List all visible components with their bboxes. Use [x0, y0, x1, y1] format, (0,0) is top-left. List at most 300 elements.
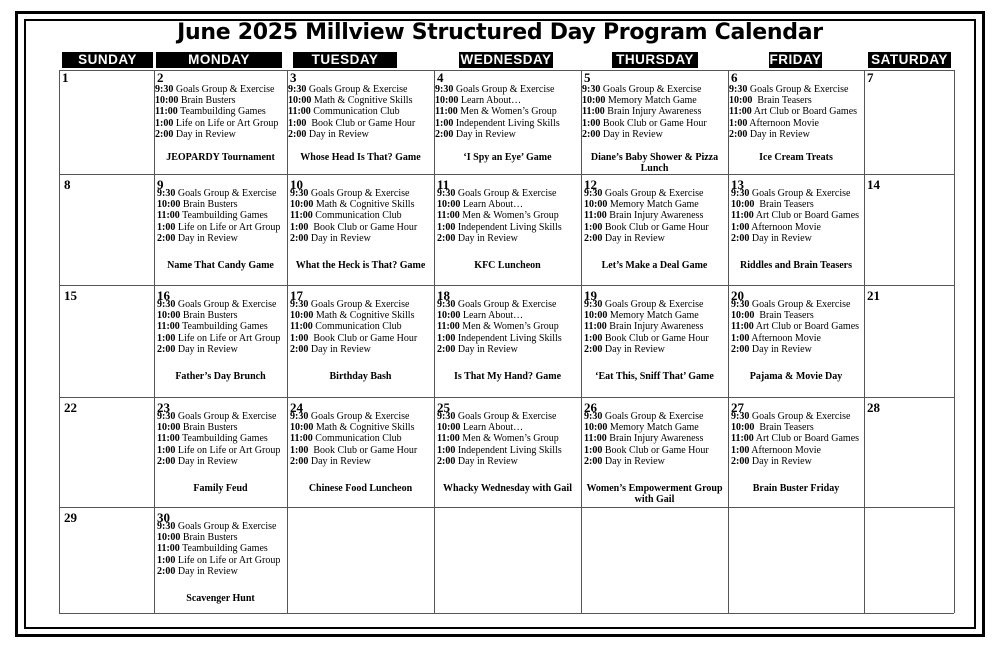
schedule-time: 9:30: [157, 188, 176, 199]
schedule-activity: Art Club or Board Games: [751, 106, 858, 118]
schedule-time: 1:00: [584, 332, 603, 344]
schedule-activity: Brain Teasers: [754, 422, 814, 434]
schedule-activity: Men & Women’s Group: [459, 433, 559, 445]
schedule-time: 9:30: [731, 188, 750, 199]
schedule-activity: Afternoon Movie: [749, 221, 821, 233]
schedule-time: 1:00: [157, 221, 176, 233]
schedule-line: [290, 445, 417, 456]
day-number: 20: [731, 288, 744, 303]
schedule-time: 1:00: [157, 444, 176, 456]
schedule-activity: Life on Life or Art Group: [173, 117, 279, 129]
schedule-line: [157, 210, 280, 221]
schedule-activity: Day in Review: [749, 455, 812, 467]
schedule-line: [731, 321, 859, 332]
schedule-activity: Learn About…: [460, 199, 524, 211]
schedule-time: 2:00: [290, 343, 309, 355]
grid-column-line: [954, 70, 955, 613]
schedule-time: 10:00: [584, 310, 608, 322]
schedule-activity: Day in Review: [749, 343, 812, 355]
schedule-time: 1:00: [155, 117, 174, 129]
schedule-activity: Afternoon Movie: [749, 332, 821, 344]
schedule-line: [290, 310, 417, 321]
schedule-line: [290, 210, 417, 221]
schedule-time: 10:00: [731, 199, 755, 211]
schedule-activity: Life on Life or Art Group: [175, 444, 281, 456]
schedule-activity: Brain Teasers: [752, 95, 812, 107]
schedule-line: [731, 299, 859, 310]
day-number: 1: [62, 70, 69, 85]
schedule-line: [731, 344, 859, 355]
schedule-activity: Brain Busters: [178, 95, 236, 107]
schedule-activity: Communication Club: [310, 106, 400, 118]
schedule-time: 9:30: [290, 299, 309, 310]
schedule-time: 9:30: [157, 299, 176, 310]
schedule-line: [288, 84, 415, 95]
special-event: Birthday Bash: [329, 371, 392, 382]
weekday-header-thursday: THURSDAY: [612, 52, 698, 68]
schedule-activity: Afternoon Movie: [747, 117, 819, 129]
schedule-activity: Goals Group & Exercise: [749, 411, 851, 422]
schedule-time: 10:00: [435, 95, 459, 107]
schedule-time: 2:00: [437, 343, 456, 355]
day-number: 9: [157, 177, 164, 192]
schedule-line: [584, 445, 709, 456]
schedule-line: [157, 543, 280, 554]
calendar-title: June 2025 Millview Structured Day Program Calendar: [177, 20, 823, 45]
schedule-time: 9:30: [157, 411, 176, 422]
weekday-header-friday: FRIDAY: [769, 52, 822, 67]
schedule-line: [435, 118, 560, 129]
schedule-line: [584, 299, 709, 310]
day-schedule: [731, 299, 859, 355]
grid-row-line: [59, 174, 954, 175]
grid-column-line: [154, 70, 155, 613]
schedule-line: [157, 233, 280, 244]
schedule-line: [584, 233, 709, 244]
schedule-activity: Teambuilding Games: [179, 321, 268, 333]
schedule-line: [729, 84, 857, 95]
schedule-line: [290, 299, 417, 310]
schedule-activity: Goals Group & Exercise: [453, 84, 555, 95]
day-number: 24: [290, 400, 303, 415]
schedule-time: 11:00: [731, 433, 754, 445]
schedule-time: 2:00: [731, 455, 750, 467]
schedule-activity: Day in Review: [175, 565, 238, 577]
schedule-activity: Brain Injury Awareness: [606, 210, 704, 222]
schedule-time: 1:00: [731, 332, 750, 344]
schedule-time: 1:00: [584, 221, 603, 233]
schedule-time: 2:00: [582, 128, 601, 140]
schedule-activity: Goals Group & Exercise: [308, 188, 410, 199]
weekday-header-monday: MONDAY: [156, 52, 282, 68]
schedule-time: 10:00: [290, 199, 314, 211]
schedule-activity: Day in Review: [308, 343, 371, 355]
schedule-time: 9:30: [584, 299, 603, 310]
schedule-activity: Brain Teasers: [754, 310, 814, 322]
schedule-line: [584, 411, 709, 422]
calendar-grid: [59, 70, 954, 613]
schedule-time: 1:00: [437, 221, 456, 233]
schedule-activity: Goals Group & Exercise: [747, 84, 849, 95]
special-event: Scavenger Hunt: [186, 593, 255, 604]
schedule-time: 11:00: [437, 433, 460, 445]
schedule-line: [437, 433, 562, 444]
schedule-time: 9:30: [731, 299, 750, 310]
schedule-activity: Art Club or Board Games: [753, 433, 860, 445]
schedule-line: [731, 310, 859, 321]
schedule-line: [584, 333, 709, 344]
schedule-line: [437, 210, 562, 221]
schedule-line: [582, 95, 707, 106]
schedule-activity: Teambuilding Games: [179, 433, 268, 445]
schedule-activity: Goals Group & Exercise: [306, 84, 408, 95]
special-event: Is That My Hand? Game: [453, 371, 562, 382]
schedule-line: [584, 456, 709, 467]
day-schedule: [157, 521, 280, 577]
schedule-line: [437, 188, 562, 199]
schedule-time: 9:30: [584, 411, 603, 422]
day-number: 16: [157, 288, 170, 303]
schedule-line: [157, 333, 280, 344]
schedule-line: [435, 84, 560, 95]
schedule-activity: Men & Women’s Group: [459, 210, 559, 222]
day-number: 23: [157, 400, 170, 415]
schedule-line: [437, 411, 562, 422]
day-number: 25: [437, 400, 450, 415]
day-schedule: [731, 188, 859, 244]
weekday-header-wednesday: WEDNESDAY: [460, 52, 552, 67]
schedule-line: [584, 321, 709, 332]
schedule-time: 9:30: [582, 84, 601, 95]
schedule-time: 1:00: [290, 332, 309, 344]
schedule-line: [584, 310, 709, 321]
schedule-line: [288, 106, 415, 117]
schedule-line: [584, 433, 709, 444]
day-number: 14: [867, 177, 880, 192]
schedule-line: [582, 129, 707, 140]
schedule-time: 11:00: [584, 210, 607, 222]
schedule-time: 1:00: [157, 332, 176, 344]
schedule-line: [157, 422, 280, 433]
schedule-activity: Brain Busters: [180, 310, 238, 322]
schedule-time: 11:00: [157, 433, 180, 445]
special-event: Chinese Food Luncheon: [308, 483, 413, 494]
day-number: 17: [290, 288, 303, 303]
schedule-activity: Art Club or Board Games: [753, 210, 860, 222]
schedule-activity: Book Club or Game Hour: [306, 117, 416, 129]
schedule-time: 2:00: [584, 455, 603, 467]
day-schedule: [435, 84, 560, 140]
schedule-activity: Math & Cognitive Skills: [313, 199, 415, 211]
schedule-activity: Learn About…: [458, 95, 522, 107]
schedule-line: [155, 129, 278, 140]
special-event: Whacky Wednesday with Gail: [442, 483, 572, 494]
schedule-line: [157, 199, 280, 210]
schedule-line: [290, 433, 417, 444]
schedule-line: [435, 129, 560, 140]
special-event: ‘Eat This, Sniff That’ Game: [595, 371, 714, 382]
day-number: 22: [64, 400, 77, 415]
schedule-time: 1:00: [731, 444, 750, 456]
schedule-activity: Day in Review: [173, 128, 236, 140]
schedule-activity: Life on Life or Art Group: [175, 221, 281, 233]
special-event: Name That Candy Game: [167, 260, 274, 271]
schedule-time: 2:00: [157, 565, 176, 577]
schedule-time: 10:00: [729, 95, 753, 107]
schedule-time: 11:00: [157, 210, 180, 222]
schedule-time: 2:00: [731, 343, 750, 355]
schedule-time: 9:30: [290, 411, 309, 422]
schedule-time: 1:00: [290, 444, 309, 456]
schedule-line: [288, 95, 415, 106]
special-event: Whose Head Is That? Game: [300, 152, 421, 163]
schedule-line: [731, 433, 859, 444]
schedule-time: 11:00: [290, 210, 313, 222]
special-event: Father’s Day Brunch: [175, 371, 266, 382]
schedule-time: 11:00: [731, 321, 754, 333]
schedule-time: 1:00: [290, 221, 309, 233]
schedule-time: 10:00: [731, 422, 755, 434]
schedule-line: [731, 456, 859, 467]
schedule-activity: Day in Review: [308, 232, 371, 244]
schedule-time: 9:30: [729, 84, 748, 95]
special-event: Pajama & Movie Day: [749, 371, 843, 382]
schedule-time: 10:00: [582, 95, 606, 107]
schedule-time: 11:00: [437, 210, 460, 222]
schedule-time: 9:30: [155, 84, 174, 95]
schedule-time: 2:00: [437, 232, 456, 244]
schedule-line: [584, 222, 709, 233]
schedule-activity: Memory Match Game: [607, 422, 699, 434]
schedule-activity: Learn About…: [460, 310, 524, 322]
schedule-line: [731, 333, 859, 344]
special-event: Ice Cream Treats: [759, 152, 833, 163]
day-schedule: [731, 411, 859, 467]
schedule-line: [290, 333, 417, 344]
schedule-activity: Day in Review: [455, 232, 518, 244]
grid-column-line: [287, 70, 288, 613]
schedule-time: 9:30: [731, 411, 750, 422]
schedule-line: [437, 344, 562, 355]
schedule-line: [157, 411, 280, 422]
schedule-time: 9:30: [437, 299, 456, 310]
schedule-activity: Independent Living Skills: [453, 117, 560, 129]
schedule-activity: Math & Cognitive Skills: [313, 310, 415, 322]
schedule-time: 1:00: [437, 444, 456, 456]
grid-row-line: [59, 285, 954, 286]
schedule-time: 10:00: [155, 95, 179, 107]
schedule-time: 2:00: [437, 455, 456, 467]
schedule-activity: Memory Match Game: [607, 310, 699, 322]
schedule-time: 10:00: [157, 532, 181, 544]
day-number: 13: [731, 177, 744, 192]
schedule-activity: Goals Group & Exercise: [173, 84, 275, 95]
schedule-time: 10:00: [437, 199, 461, 211]
day-number: 8: [64, 177, 71, 192]
schedule-activity: Day in Review: [602, 343, 665, 355]
schedule-time: 10:00: [437, 422, 461, 434]
schedule-line: [290, 199, 417, 210]
grid-column-line: [434, 70, 435, 613]
grid-row-line: [59, 507, 954, 508]
day-schedule: [437, 188, 562, 244]
schedule-time: 2:00: [290, 232, 309, 244]
day-schedule: [290, 188, 417, 244]
day-number: 19: [584, 288, 597, 303]
day-number: 11: [437, 177, 450, 192]
schedule-activity: Book Club or Game Hour: [602, 444, 709, 456]
weekday-header-tuesday: TUESDAY: [293, 52, 397, 68]
schedule-activity: Teambuilding Games: [177, 106, 266, 118]
day-number: 10: [290, 177, 303, 192]
weekday-header-sunday: SUNDAY: [62, 52, 153, 68]
grid-column-line: [864, 70, 865, 613]
schedule-time: 1:00: [435, 117, 454, 129]
special-event: Riddles and Brain Teasers: [740, 260, 852, 271]
schedule-time: 10:00: [584, 199, 608, 211]
schedule-activity: Goals Group & Exercise: [602, 411, 704, 422]
schedule-line: [584, 344, 709, 355]
schedule-activity: Goals Group & Exercise: [308, 299, 410, 310]
schedule-time: 10:00: [157, 310, 181, 322]
schedule-activity: Life on Life or Art Group: [175, 332, 281, 344]
schedule-time: 9:30: [435, 84, 454, 95]
schedule-line: [290, 222, 417, 233]
day-schedule: [157, 299, 280, 355]
day-schedule: [290, 299, 417, 355]
schedule-time: 10:00: [157, 422, 181, 434]
schedule-activity: Book Club or Game Hour: [600, 117, 707, 129]
schedule-time: 2:00: [157, 343, 176, 355]
schedule-activity: Day in Review: [175, 455, 238, 467]
schedule-line: [437, 445, 562, 456]
schedule-activity: Day in Review: [602, 455, 665, 467]
schedule-activity: Brain Busters: [180, 422, 238, 434]
schedule-activity: Goals Group & Exercise: [600, 84, 702, 95]
schedule-line: [584, 210, 709, 221]
schedule-activity: Day in Review: [600, 128, 663, 140]
schedule-activity: Day in Review: [455, 455, 518, 467]
schedule-line: [437, 456, 562, 467]
schedule-line: [731, 411, 859, 422]
schedule-line: [582, 84, 707, 95]
schedule-activity: Goals Group & Exercise: [175, 411, 277, 422]
special-event: ‘I Spy an Eye’ Game: [463, 152, 552, 163]
schedule-activity: Goals Group & Exercise: [175, 521, 277, 532]
schedule-line: [290, 411, 417, 422]
schedule-time: 11:00: [435, 106, 458, 118]
special-event: What the Heck is That? Game: [295, 260, 426, 271]
schedule-activity: Day in Review: [306, 128, 369, 140]
schedule-time: 1:00: [157, 554, 176, 566]
schedule-activity: Brain Injury Awareness: [604, 106, 702, 118]
schedule-line: [731, 222, 859, 233]
day-number: 21: [867, 288, 880, 303]
schedule-time: 10:00: [290, 422, 314, 434]
schedule-activity: Day in Review: [453, 128, 516, 140]
schedule-activity: Goals Group & Exercise: [455, 299, 557, 310]
schedule-activity: Brain Teasers: [754, 199, 814, 211]
schedule-time: 11:00: [584, 433, 607, 445]
schedule-time: 1:00: [584, 444, 603, 456]
schedule-line: [157, 321, 280, 332]
day-number: 27: [731, 400, 744, 415]
day-schedule: [155, 84, 278, 140]
schedule-time: 11:00: [731, 210, 754, 222]
special-event: Let’s Make a Deal Game: [601, 260, 708, 271]
schedule-line: [157, 521, 280, 532]
schedule-line: [731, 210, 859, 221]
schedule-time: 9:30: [157, 521, 176, 532]
special-event: Women’s Empowerment Group with Gail: [586, 483, 723, 505]
schedule-time: 9:30: [584, 188, 603, 199]
day-schedule: [729, 84, 857, 140]
schedule-line: [155, 95, 278, 106]
day-number: 12: [584, 177, 597, 192]
schedule-time: 2:00: [157, 232, 176, 244]
day-number: 5: [584, 70, 591, 85]
schedule-time: 2:00: [157, 455, 176, 467]
schedule-line: [288, 129, 415, 140]
grid-row-line: [59, 397, 954, 398]
schedule-activity: Memory Match Game: [607, 199, 699, 211]
grid-column-line: [728, 70, 729, 613]
day-number: 28: [867, 400, 880, 415]
grid-row-line: [59, 70, 954, 71]
day-number: 7: [867, 70, 874, 85]
schedule-activity: Day in Review: [175, 343, 238, 355]
schedule-line: [290, 321, 417, 332]
day-schedule: [582, 84, 707, 140]
schedule-activity: Communication Club: [312, 321, 402, 333]
schedule-time: 10:00: [288, 95, 312, 107]
schedule-time: 11:00: [157, 543, 180, 555]
schedule-line: [288, 118, 415, 129]
schedule-line: [157, 433, 280, 444]
schedule-activity: Goals Group & Exercise: [175, 299, 277, 310]
schedule-time: 11:00: [155, 106, 178, 118]
schedule-line: [435, 95, 560, 106]
schedule-time: 2:00: [584, 343, 603, 355]
schedule-activity: Goals Group & Exercise: [308, 411, 410, 422]
schedule-line: [437, 321, 562, 332]
schedule-line: [582, 106, 707, 117]
schedule-line: [582, 118, 707, 129]
schedule-activity: Book Club or Game Hour: [602, 221, 709, 233]
schedule-time: 2:00: [729, 128, 748, 140]
schedule-activity: Men & Women’s Group: [459, 321, 559, 333]
day-number: 15: [64, 288, 77, 303]
schedule-activity: Brain Busters: [180, 532, 238, 544]
schedule-activity: Independent Living Skills: [455, 332, 562, 344]
schedule-activity: Teambuilding Games: [179, 210, 268, 222]
schedule-line: [157, 456, 280, 467]
schedule-line: [157, 299, 280, 310]
schedule-activity: Math & Cognitive Skills: [311, 95, 413, 107]
schedule-time: 1:00: [437, 332, 456, 344]
schedule-line: [157, 188, 280, 199]
schedule-activity: Goals Group & Exercise: [455, 188, 557, 199]
schedule-time: 11:00: [729, 106, 752, 118]
weekday-header-saturday: SATURDAY: [868, 52, 951, 68]
schedule-line: [731, 422, 859, 433]
schedule-line: [157, 310, 280, 321]
day-number: 26: [584, 400, 597, 415]
schedule-time: 1:00: [288, 117, 307, 129]
day-schedule: [584, 299, 709, 355]
day-number: 4: [437, 70, 444, 85]
schedule-line: [290, 422, 417, 433]
